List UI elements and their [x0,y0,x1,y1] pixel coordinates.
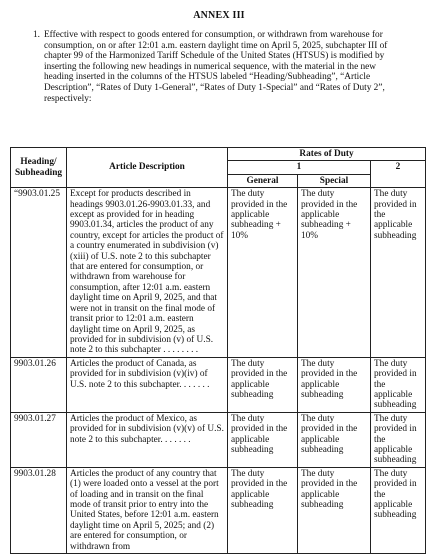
special-rate-cell: The duty provided in the applicable subheading + 10% [298,188,371,358]
table-row [11,412,426,467]
rate-2-cell: The duty provided in the applicable subheading [371,188,426,358]
special-header: Special [298,174,371,187]
annex-title: ANNEX III [193,10,245,21]
heading-cell: “9903.01.25 [11,188,67,358]
table-row [11,467,426,553]
special-rate-cell: The duty provided in the applicable subheading [298,467,371,553]
heading-cell: 9903.01.26 [11,357,67,412]
article-description-header: Article Description [67,148,228,188]
description-cell: Articles the product of Canada, as provided for in subdivision (v)(iv) of U.S. note 2 to this subchapter. . . . . . . [67,357,228,412]
intro-number: 1. [33,30,40,40]
table-row [11,188,426,358]
rate-2-cell: The duty provided in the applicable subheading [371,412,426,467]
general-rate-cell: The duty provided in the applicable subheading [228,412,298,467]
general-header: General [228,174,298,187]
intro-text: Effective with respect to goods entered for consumption, or withdrawn from warehouse for consumption, on or after 12:01 a.m. eastern daylight time on April 5, 2025, subchapter III of chapter 99 of the Harmonized Tariff Schedule of the United States (HTSUS) is modified by inserting the following new headings in numerical sequence, with the material in the new heading inserted in the columns of the HTSUS labeled “Heading/Subheading”, “Article Description”, “Rates of Duty 1-General”, “Rates of Duty 1-Special” and “Rates of Duty 2”, respectively: [44,30,388,104]
special-rate-cell: The duty provided in the applicable subheading [298,357,371,412]
rates-of-duty-header: Rates of Duty [228,148,426,161]
table-row [11,357,426,412]
heading-cell: 9903.01.28 [11,467,67,553]
description-cell: Articles the product of Mexico, as provided for in subdivision (v)(v) of U.S. note 2 to this subchapter. . . . . . . [67,412,228,467]
heading-cell: 9903.01.27 [11,412,67,467]
tariff-table [10,147,426,554]
intro-paragraph [33,30,406,104]
rate-2-cell: The duty provided in the applicable subheading [371,467,426,553]
general-rate-cell: The duty provided in the applicable subheading + 10% [228,188,298,358]
general-rate-cell: The duty provided in the applicable subheading [228,467,298,553]
column-2-header: 2 [371,161,426,188]
description-cell: Articles the product of any country that (1) were loaded onto a vessel at the port of loading and in transit on the final mode of transit prior to entry into the United States, before 12:01 a.m. eastern daylight time on April 5, 2025; and (2) are entered for consumption, or withdrawn from [67,467,228,553]
column-1-header: 1 [228,161,371,174]
rate-2-cell: The duty provided in the applicable subheading [371,357,426,412]
heading-subheading-header: Heading/ Subheading [11,148,67,188]
special-rate-cell: The duty provided in the applicable subheading [298,412,371,467]
description-cell: Except for products described in headings 9903.01.26-9903.01.33, and except as provided for in heading 9903.01.34, articles the product of any country, except for articles the product of a country enumerated in subdivision (v)(xiii) of U.S. note 2 to this subchapter that are entered for consumption, or withdrawn from warehouse for consumption, after 12:01 a.m. eastern daylight time on April 9, 2025, and that were not in transit on the final mode of transit prior to 12:01 a.m. eastern daylight time on April 9, 2025, as provided for in subdivision (v) of U.S. note 2 to this subchapter . . . . . . . . [67,188,228,358]
general-rate-cell: The duty provided in the applicable subheading [228,357,298,412]
